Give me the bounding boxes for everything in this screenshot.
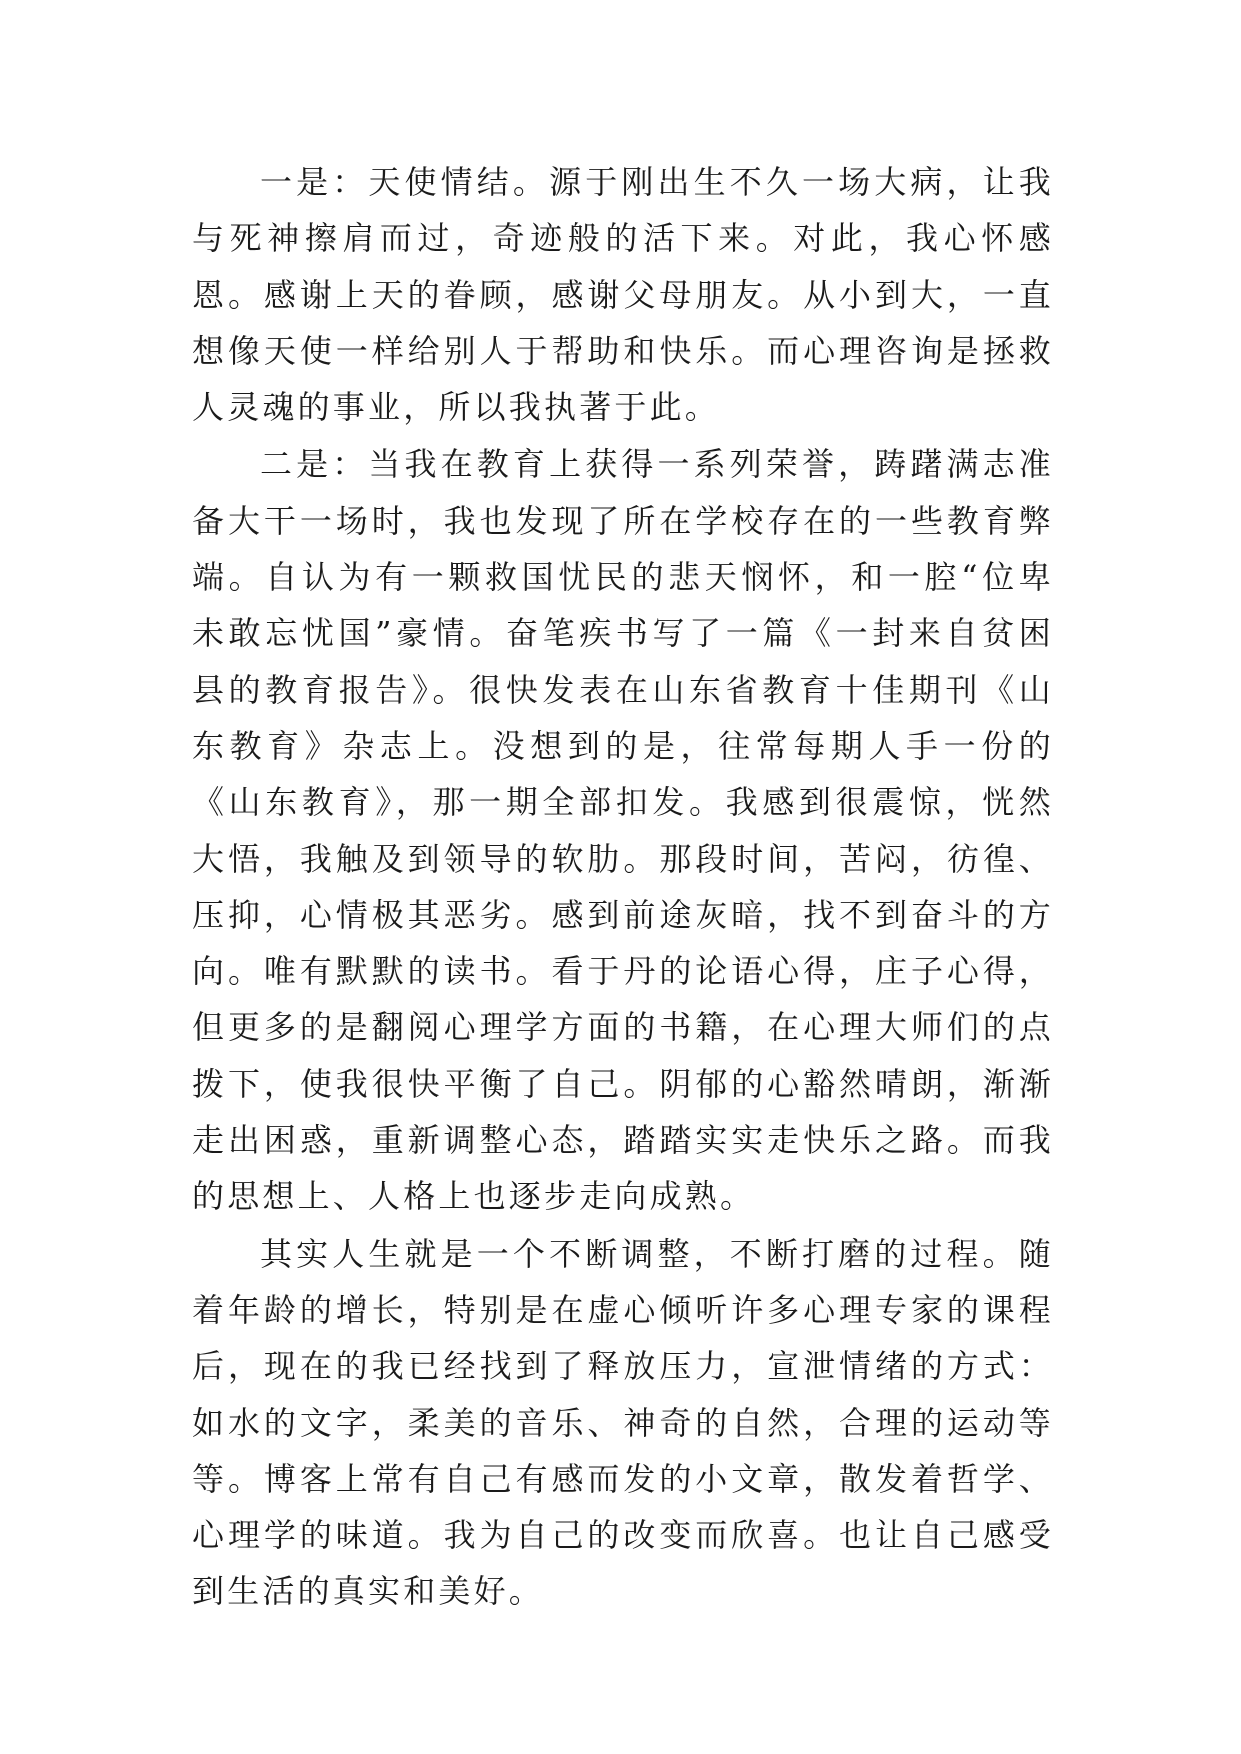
document-body bbox=[192, 154, 1054, 1621]
paragraph-angel-complex: 一是：天使情结。源于刚出生不久一场大病，让我与死神擦肩而过，奇迹般的活下来。对此，我心怀感恩。感谢上天的眷顾，感谢父母朋友。从小到大，一直想像天使一样给别人于帮助和快乐。而心理咨询是拯救人灵魂的事业，所以我执著于此。 bbox=[192, 163, 1054, 427]
paragraph-education-report: 二是：当我在教育上获得一系列荣誉，踌躇满志准备大干一场时，我也发现了所在学校存在的一些教育弊端。自认为有一颗救国忧民的悲天悯怀，和一腔“位卑未敢忘忧国”豪情。奋笔疾书写了一篇《一封来自贫困县的教育报告》。很快发表在山东省教育十佳期刊《山东教育》杂志上。没想到的是，往常每期人手一份的《山东教育》，那一期全部扣发。我感到很震惊，恍然大悟，我触及到领导的软肋。那段时间，苦闷，彷徨、压抑，心情极其恶劣。感到前途灰暗，找不到奋斗的方向。唯有默默的读书。看于丹的论语心得，庄子心得，但更多的是翻阅心理学方面的书籍，在心理大师们的点拨下，使我很快平衡了自己。阴郁的心豁然晴朗，渐渐走出困惑，重新调整心态，踏踏实实走快乐之路。而我的思想上、人格上也逐步走向成熟。 bbox=[192, 445, 1054, 1216]
paragraph-life-adjustment: 其实人生就是一个不断调整，不断打磨的过程。随着年龄的增长，特别是在虚心倾听许多心理专家的课程后，现在的我已经找到了释放压力，宣泄情绪的方式：如水的文字，柔美的音乐、神奇的自然，合理的运动等等。博客上常有自己有感而发的小文章，散发着哲学、心理学的味道。我为自己的改变而欣喜。也让自己感受到生活的真实和美好。 bbox=[192, 1234, 1054, 1611]
